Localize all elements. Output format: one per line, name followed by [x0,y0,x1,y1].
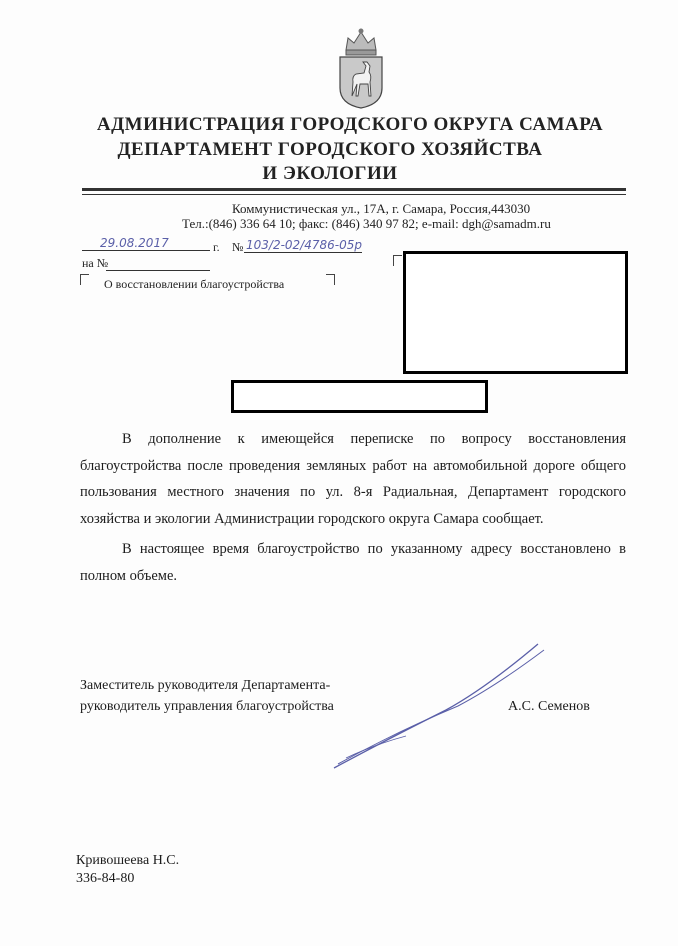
addressee-corner [393,255,402,266]
signatory-title-line-1: Заместитель руководителя Департамента- [80,678,331,693]
number-label: № [232,240,244,254]
signatory-title-line-2: руководитель управления благоустройства [80,699,334,714]
contact-phones: Тел.:(846) 336 64 10; факс: (846) 340 97 82; e-mail: dgh@samadm.ru [182,216,551,231]
reply-to-label: на № [82,256,109,270]
header-line-3: И ЭКОЛОГИИ [262,163,398,184]
subject-line: О восстановлении благоустройства [104,277,285,291]
body-paragraph-2: В настоящее время благоустройство по указанному адресу восстановлено в полном объеме. [80,541,626,584]
signatory-name: А.С. Семенов [508,699,590,714]
contact-address: Коммунистическая ул., 17А, г. Самара, Россия,443030 [232,201,531,216]
header-rule-thick [82,188,626,191]
executor-phone: 336-84-80 [76,871,135,886]
samara-coat-of-arms-icon [334,26,388,110]
letter-date: 29.08.2017 [100,236,169,250]
letter-body [80,426,626,589]
handwritten-signature [326,640,551,775]
redacted-salutation [231,380,488,413]
subject-corner-right [326,274,335,285]
reply-to-underline [106,270,210,271]
redacted-addressee [403,251,628,374]
header-rule-thin [82,194,626,195]
signatory-title [80,675,334,717]
letter-number: 103/2-02/4786-05р [246,238,362,252]
subject-corner-left [80,274,89,285]
header-line-2: ДЕПАРТАМЕНТ ГОРОДСКОГО ХОЗЯЙСТВА [117,139,543,160]
date-year-suffix: г. [213,240,220,254]
header-line-1: АДМИНИСТРАЦИЯ ГОРОДСКОГО ОКРУГА САМАРА [96,114,604,135]
date-underline [82,250,210,251]
number-underline [244,252,362,253]
body-paragraph-1: В дополнение к имеющейся переписке по вопросу восстановления благоустройства после проведения земляных работ на автомобильной дороге общего пользования местного значения по ул. 8-я Радиальная, Департамент городского хозяйства и экологии Администрации городского округа Самара сообщает. [80,431,626,527]
executor-name: Кривошеева Н.С. [76,853,180,868]
